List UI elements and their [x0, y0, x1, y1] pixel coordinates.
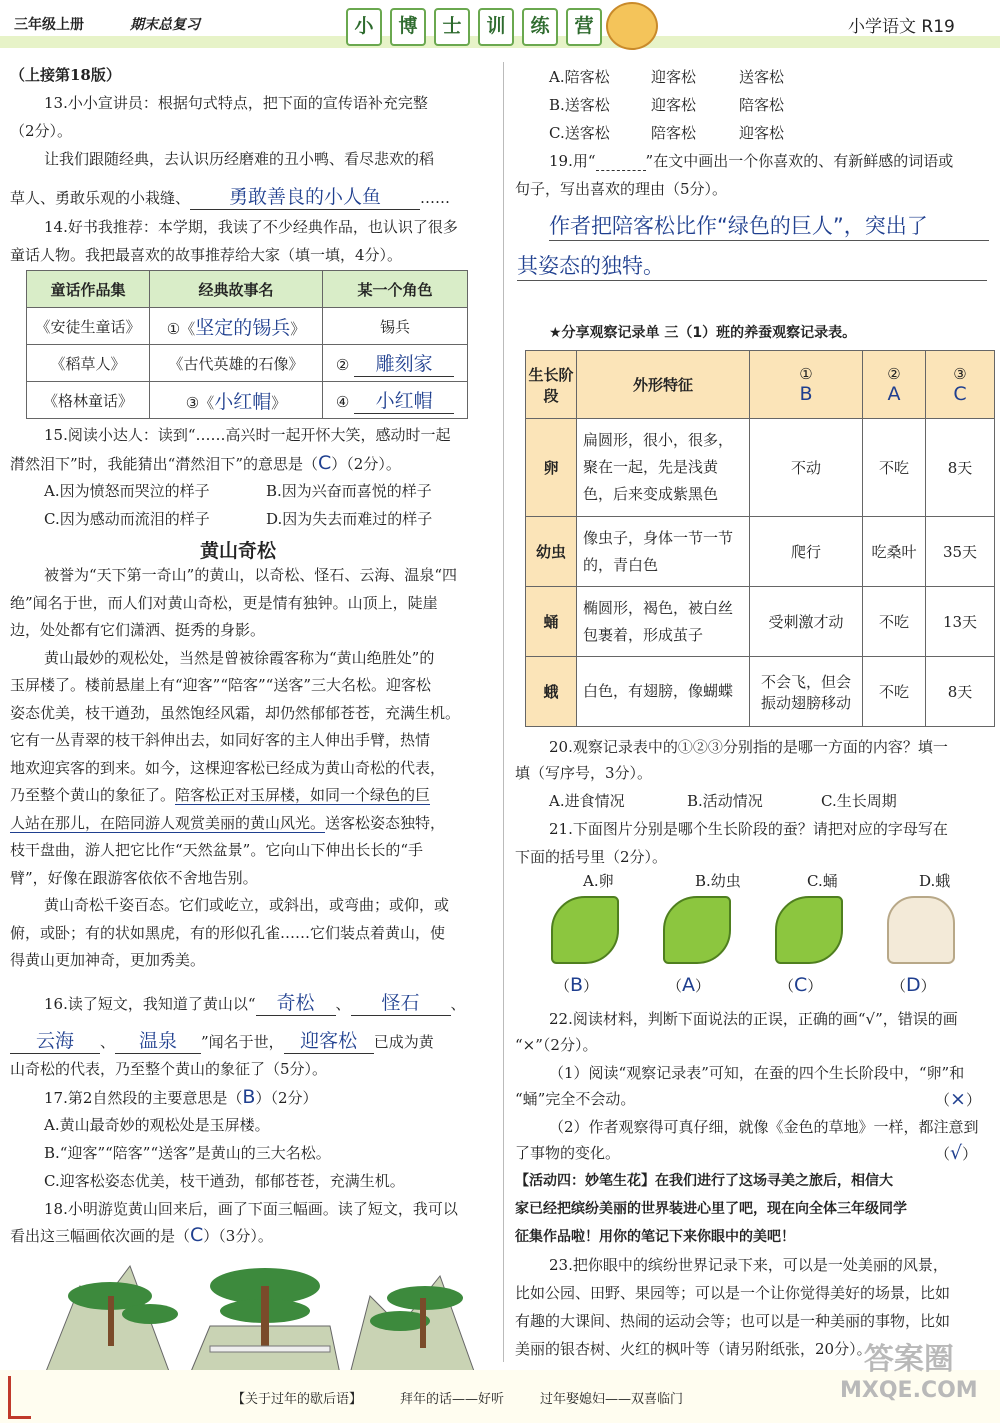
role-answer[interactable]: 小红帽 [354, 386, 454, 414]
mascot-icon [606, 2, 658, 50]
q21-answer[interactable]: B [570, 974, 584, 996]
q19-line1: 19.用“ ”在文中画出一个你喜欢的、有新鲜感的词语或 [549, 152, 954, 170]
larva-leaf-icon [551, 896, 619, 964]
q20-prompt2: 填（写序号，3分）。 [515, 764, 653, 782]
q13-text1: 让我们跟随经典，去认识历经磨难的丑小鸭、看尽悲欢的稻 [44, 150, 435, 168]
banner-char: 小 [346, 8, 382, 46]
q23-line2: 比如公园、田野、果园等；可以是一个让你觉得美好的场景，比如 [515, 1284, 951, 1302]
stage-label: C.蛹 [807, 872, 838, 890]
story-answer[interactable]: 小红帽 [214, 390, 272, 413]
q13-line2 [10, 182, 450, 210]
q20-opt-b: B.活动情况 [687, 792, 763, 810]
shape-cell: 扁圆形，很小，很多，聚在一起，先是浅黄色，后来变成紫黑色 [577, 419, 750, 517]
period-cell: 8天 [926, 419, 995, 517]
q22-prompt2: “×”（2分）。 [515, 1036, 598, 1054]
activity-line3: 征集作品啦！用你的笔记下来你眼中的美吧！ [515, 1229, 795, 1245]
story-answer[interactable]: 坚定的锡兵 [195, 316, 291, 339]
article-line: 人站在那儿，在陪同游人观赏美丽的黄山风光。送客松姿态独特， [10, 813, 446, 832]
q13-tail: …… [420, 189, 451, 207]
eat-cell: 不吃 [863, 587, 926, 657]
footer-item2: 过年娶媳妇——双喜临门 [540, 1392, 684, 1407]
banner-char: 营 [566, 8, 602, 46]
q17-opt-b: B.“迎客”“陪客”“送客”是黄山的三大名松。 [44, 1144, 331, 1162]
q15-opt-c: C.因为感动而流泪的样子 [44, 510, 210, 528]
banner-char: 训 [478, 8, 514, 46]
article-line: 枝干盘曲，游人把它比作“天然盆景”。它向山下伸出长长的“手 [10, 841, 424, 859]
activity-line2: 家已经把缤纷美丽的世界装进心里了吧，现在向全体三年级同学 [515, 1201, 907, 1217]
q18-option: C.送客松 [549, 124, 610, 142]
article-line: 黄山最妙的观松处，当然是曾被徐霞客称为“黄山绝胜处”的 [44, 648, 435, 667]
q20-opt-c: C.生长周期 [821, 792, 897, 810]
silkworm-table [525, 350, 995, 727]
q16-prompt-d: 山奇松的代表，乃至整个黄山的象征了（5分）。 [10, 1060, 328, 1078]
t2-header: 生长阶段 [526, 351, 577, 419]
q17-answer[interactable]: B [242, 1086, 256, 1108]
table-row [526, 517, 995, 587]
q14-prompt1: 14.好书我推荐：本学期，我读了不少经典作品，也认识了很多 [44, 218, 458, 236]
eat-cell: 不吃 [863, 657, 926, 727]
q17-prompt: 17.第2自然段的主要意思是（B）（2分） [44, 1086, 318, 1108]
q16-line2: 云海 、 温泉 ”闻名于世， 迎客松 已成为黄 [10, 1026, 434, 1054]
t2-header-1: ① B [750, 351, 863, 419]
eat-cell: 吃桑叶 [863, 517, 926, 587]
silkworm-images [535, 870, 995, 1010]
banner-char: 练 [522, 8, 558, 46]
obs-caption: ★分享观察记录单 三（1）班的养蚕观察记录表。 [549, 325, 857, 341]
stage-cell: 卵 [526, 419, 577, 517]
page-header [0, 0, 1000, 50]
q13-text2: 草人、勇敢乐观的小栽缝、 [10, 189, 191, 207]
banner-char: 博 [390, 8, 426, 46]
q13-score: （2分）。 [10, 122, 73, 140]
article-line: 乃至整个黄山的象征了。陪客松正对玉屏楼，如同一个绿色的巨 [10, 786, 431, 804]
column-divider [503, 62, 504, 1362]
stage-label: A.卵 [583, 872, 614, 890]
footer-title: 【关于过年的歇后语】 [232, 1392, 363, 1407]
q22-s1-answer[interactable]: × [950, 1088, 966, 1110]
shape-cell: 像虫子，身体一节一节的，青白色 [577, 517, 750, 587]
article-line: 臂”，好像在跟游客依依不舍地告别。 [10, 868, 258, 887]
header-answer[interactable]: A [887, 382, 901, 405]
activity-line1: 【活动四：妙笔生花】在我们进行了这场寻美之旅后，相信大 [515, 1173, 893, 1189]
q18-option: 迎客松 [651, 96, 697, 114]
q23-line1: 23.把你眼中的缤纷世界记录下来，可以是一处美丽的风景， [549, 1256, 948, 1274]
move-cell: 爬行 [750, 517, 863, 587]
q19-answer2[interactable]: 其姿态的独特。 [517, 250, 987, 281]
book-cell: 《稻草人》 [27, 345, 150, 382]
q23-line3: 有趣的大课间、热闹的运动会等；也可以是一种美丽的事物，比如 [515, 1312, 951, 1330]
q21-prompt1: 21.下面图片分别是哪个生长阶段的蚕？请把对应的字母写在 [549, 820, 948, 838]
q13-prompt: 13.小小宣讲员：根据句式特点，把下面的宣传语补充完整 [44, 94, 428, 112]
q22-s2a: （2）作者观察得可真仔细，就像《金色的草地》一样，都注意到 [549, 1118, 979, 1136]
shape-cell: 白色，有翅膀，像蝴蝶 [577, 657, 750, 727]
stage-label: B.幼虫 [695, 872, 741, 890]
article-title: 黄山奇松 [200, 540, 277, 562]
book-cell: 《格林童话》 [27, 382, 150, 419]
q16-ans1[interactable]: 奇松 [256, 988, 336, 1016]
q19-prompt2: 句子，写出喜欢的理由（5分）。 [515, 180, 728, 198]
q22-s2b: 了事物的变化。 [515, 1144, 621, 1162]
period-cell: 8天 [926, 657, 995, 727]
fairy-tale-table [26, 270, 468, 419]
q15-prompt1: 15.阅读小达人：读到“……高兴时一起开怀大笑，感动时一起 [44, 426, 451, 444]
stage-cell: 幼虫 [526, 517, 577, 587]
q15-opt-a: A.因为愤怒而哭泣的样子 [44, 482, 210, 500]
q15-opt-d: D.因为失去而难过的样子 [266, 510, 433, 528]
wavy-line-sample [596, 152, 646, 171]
move-cell: 受刺激才动 [750, 587, 863, 657]
q18-option: B.送客松 [549, 96, 610, 114]
q22-prompt1: 22.阅读材料，判断下面说法的正误，正确的画“√”，错误的画 [549, 1010, 958, 1028]
table-row [526, 587, 995, 657]
pine-painting [190, 1268, 340, 1374]
underlined-sentence: 陪客松正对玉屏楼，如同一个绿色的巨 [175, 786, 431, 804]
book-cell: 《安徒生童话》 [27, 308, 150, 345]
t2-header-3: ③ C [926, 351, 995, 419]
q21-answer[interactable]: A [682, 974, 696, 996]
q21-answer[interactable]: C [794, 974, 808, 996]
q21-answer-box: （D） [891, 974, 936, 996]
move-cell: 不会飞，但会振动翅膀移动 [750, 657, 863, 727]
footer-item1: 拜年的话——好听 [400, 1392, 505, 1407]
q15-answer[interactable]: C [318, 452, 332, 474]
table-row [526, 657, 995, 727]
q14-prompt2: 童话人物。我把最喜欢的故事推荐给大家（填一填，4分）。 [10, 246, 403, 264]
review-label: 期末总复习 [130, 17, 200, 33]
q18-option: 迎客松 [739, 124, 785, 142]
q22-s2-box: （√） [935, 1142, 978, 1164]
table-row [27, 382, 468, 419]
q18-option: 迎客松 [651, 68, 697, 86]
q18-option: 送客松 [739, 68, 785, 86]
eggs-leaf-icon [663, 896, 731, 964]
subject-label: 小学语文 R19 [848, 17, 955, 37]
q17-opt-c: C.迎客松姿态优美，枝干遒劲，郁郁苍苍，充满生机。 [44, 1172, 405, 1190]
t2-header-2: ② A [863, 351, 926, 419]
article-line: 俯，或卧；有的状如黑虎，有的形似孔雀……它们装点着黄山，使 [10, 923, 446, 942]
q23-line4: 美丽的银杏树、火红的枫叶等（请另附纸张，20分）。 [515, 1340, 872, 1358]
article-line: 边，处处都有它们潇洒、挺秀的身影。 [10, 621, 266, 639]
q18-line2: 看出这三幅画依次画的是（C）（3分）。 [10, 1224, 273, 1246]
article-line: 姿态优美，枝干遒劲，虽然饱经风霜，却仍然郁郁苍苍，充满生机。 [10, 703, 461, 722]
q18-answer[interactable]: C [190, 1224, 204, 1246]
pine-painting [350, 1276, 475, 1374]
stage-label: D.蛾 [919, 872, 951, 890]
q20-opt-a: A.进食情况 [549, 792, 625, 810]
q16-ans2[interactable]: 怪石 [351, 988, 451, 1016]
stage-cell: 蛹 [526, 587, 577, 657]
pine-painting [45, 1266, 178, 1374]
story-cell: ①《坚定的锡兵》 [150, 308, 323, 345]
q18-option: 陪客松 [739, 96, 785, 114]
grade-label: 三年级上册 [14, 17, 84, 33]
q22-s2-answer[interactable]: √ [950, 1142, 963, 1164]
q17-opt-a: A.黄山最奇妙的观松处是玉屏楼。 [44, 1116, 270, 1134]
period-cell: 13天 [926, 587, 995, 657]
article-line: 玉屏楼了。楼前悬崖上有“迎客”“陪客”“送客”三大名松。迎客松 [10, 676, 432, 694]
role-answer[interactable]: 雕刻家 [354, 349, 454, 377]
q21-answer-box: （C） [779, 974, 823, 996]
role-cell: ② 雕刻家 [323, 345, 468, 382]
q20-prompt1: 20.观察记录表中的①②③分别指的是哪一方面的内容？填一 [549, 738, 948, 756]
article-line: 得黄山更加神奇，更加秀美。 [10, 951, 206, 969]
role-cell: 锡兵 [323, 308, 468, 345]
header-answer[interactable]: C [953, 382, 967, 405]
table-row [27, 345, 468, 382]
q16-ans3[interactable]: 云海 [10, 1026, 100, 1054]
t1-header: 童话作品集 [27, 271, 150, 308]
period-cell: 35天 [926, 517, 995, 587]
eat-cell: 不吃 [863, 419, 926, 517]
q15-line2: 潸然泪下”时，我能猜出“潸然泪下”的意思是（C）（2分）。 [10, 452, 401, 474]
table-row [27, 308, 468, 345]
q18-option: 陪客松 [651, 124, 697, 142]
q21-prompt2: 下面的括号里（2分）。 [515, 848, 668, 866]
table-row [526, 419, 995, 517]
header-answer[interactable]: B [799, 382, 813, 405]
article-line: 黄山奇松千姿百态。它们或屹立，或斜出，或弯曲；或仰，或 [44, 896, 450, 914]
article-line: 绝”闻名于世，而人们对黄山奇松，更是情有独钟。山顶上，陡崖 [10, 593, 438, 612]
q16-line1: 16.读了短文，我知道了黄山以“ 奇松 、 怪石 、 [44, 988, 466, 1016]
q22-s1b: “蛹”完全不会动。 [515, 1090, 636, 1108]
q13-answer[interactable]: 勇敢善良的小人鱼 [190, 182, 420, 210]
continued-label: （上接第18版） [10, 66, 121, 84]
q18-option: A.陪客松 [549, 68, 610, 86]
watermark: 答案圈 MXQE.COM [840, 1342, 978, 1403]
article-line: 被誉为“天下第一奇山”的黄山，以奇松、怪石、云海、温泉“四 [44, 566, 458, 584]
q19-answer1[interactable]: 作者把陪客松比作“绿色的巨人”，突出了 [549, 210, 989, 241]
q15-opt-b: B.因为兴奋而喜悦的样子 [266, 482, 432, 500]
q21-answer-box: （B） [555, 974, 599, 996]
q22-s1a: （1）阅读“观察记录表”可知，在蚕的四个生长阶段中，“卵”和 [549, 1064, 965, 1082]
moth-icon [887, 896, 955, 964]
q21-answer[interactable]: D [906, 974, 921, 996]
t1-header: 经典故事名 [150, 271, 323, 308]
article-line: 地欢迎宾客的到来。如今，这棵迎客松已经成为黄山奇松的代表， [10, 758, 446, 777]
story-cell: 《古代英雄的石像》 [150, 345, 323, 382]
t1-header: 某一个角色 [323, 271, 468, 308]
stage-cell: 蛾 [526, 657, 577, 727]
footer-ornament [8, 1376, 31, 1419]
article-line: 它有一丛青翠的枝干斜伸出去，如同好客的主人伸出手臂，热情 [10, 731, 431, 749]
underlined-sentence: 人站在那儿，在陪同游人观赏美丽的黄山风光。 [10, 813, 326, 832]
q16-ans5[interactable]: 迎客松 [284, 1026, 374, 1054]
q16-ans4[interactable]: 温泉 [115, 1026, 201, 1054]
q18-prompt1: 18.小明游览黄山回来后，画了下面三幅画。读了短文，我可以 [44, 1200, 458, 1218]
shape-cell: 椭圆形，褐色，被白丝包裹着，形成茧子 [577, 587, 750, 657]
banner-char: 士 [434, 8, 470, 46]
t2-header: 外形特征 [577, 351, 750, 419]
q22-s1-box: （×） [935, 1088, 981, 1110]
story-cell: ③《小红帽》 [150, 382, 323, 419]
q21-answer-box: （A） [667, 974, 711, 996]
pine-paintings [40, 1256, 480, 1376]
role-cell: ④ 小红帽 [323, 382, 468, 419]
cocoon-leaf-icon [775, 896, 843, 964]
move-cell: 不动 [750, 419, 863, 517]
